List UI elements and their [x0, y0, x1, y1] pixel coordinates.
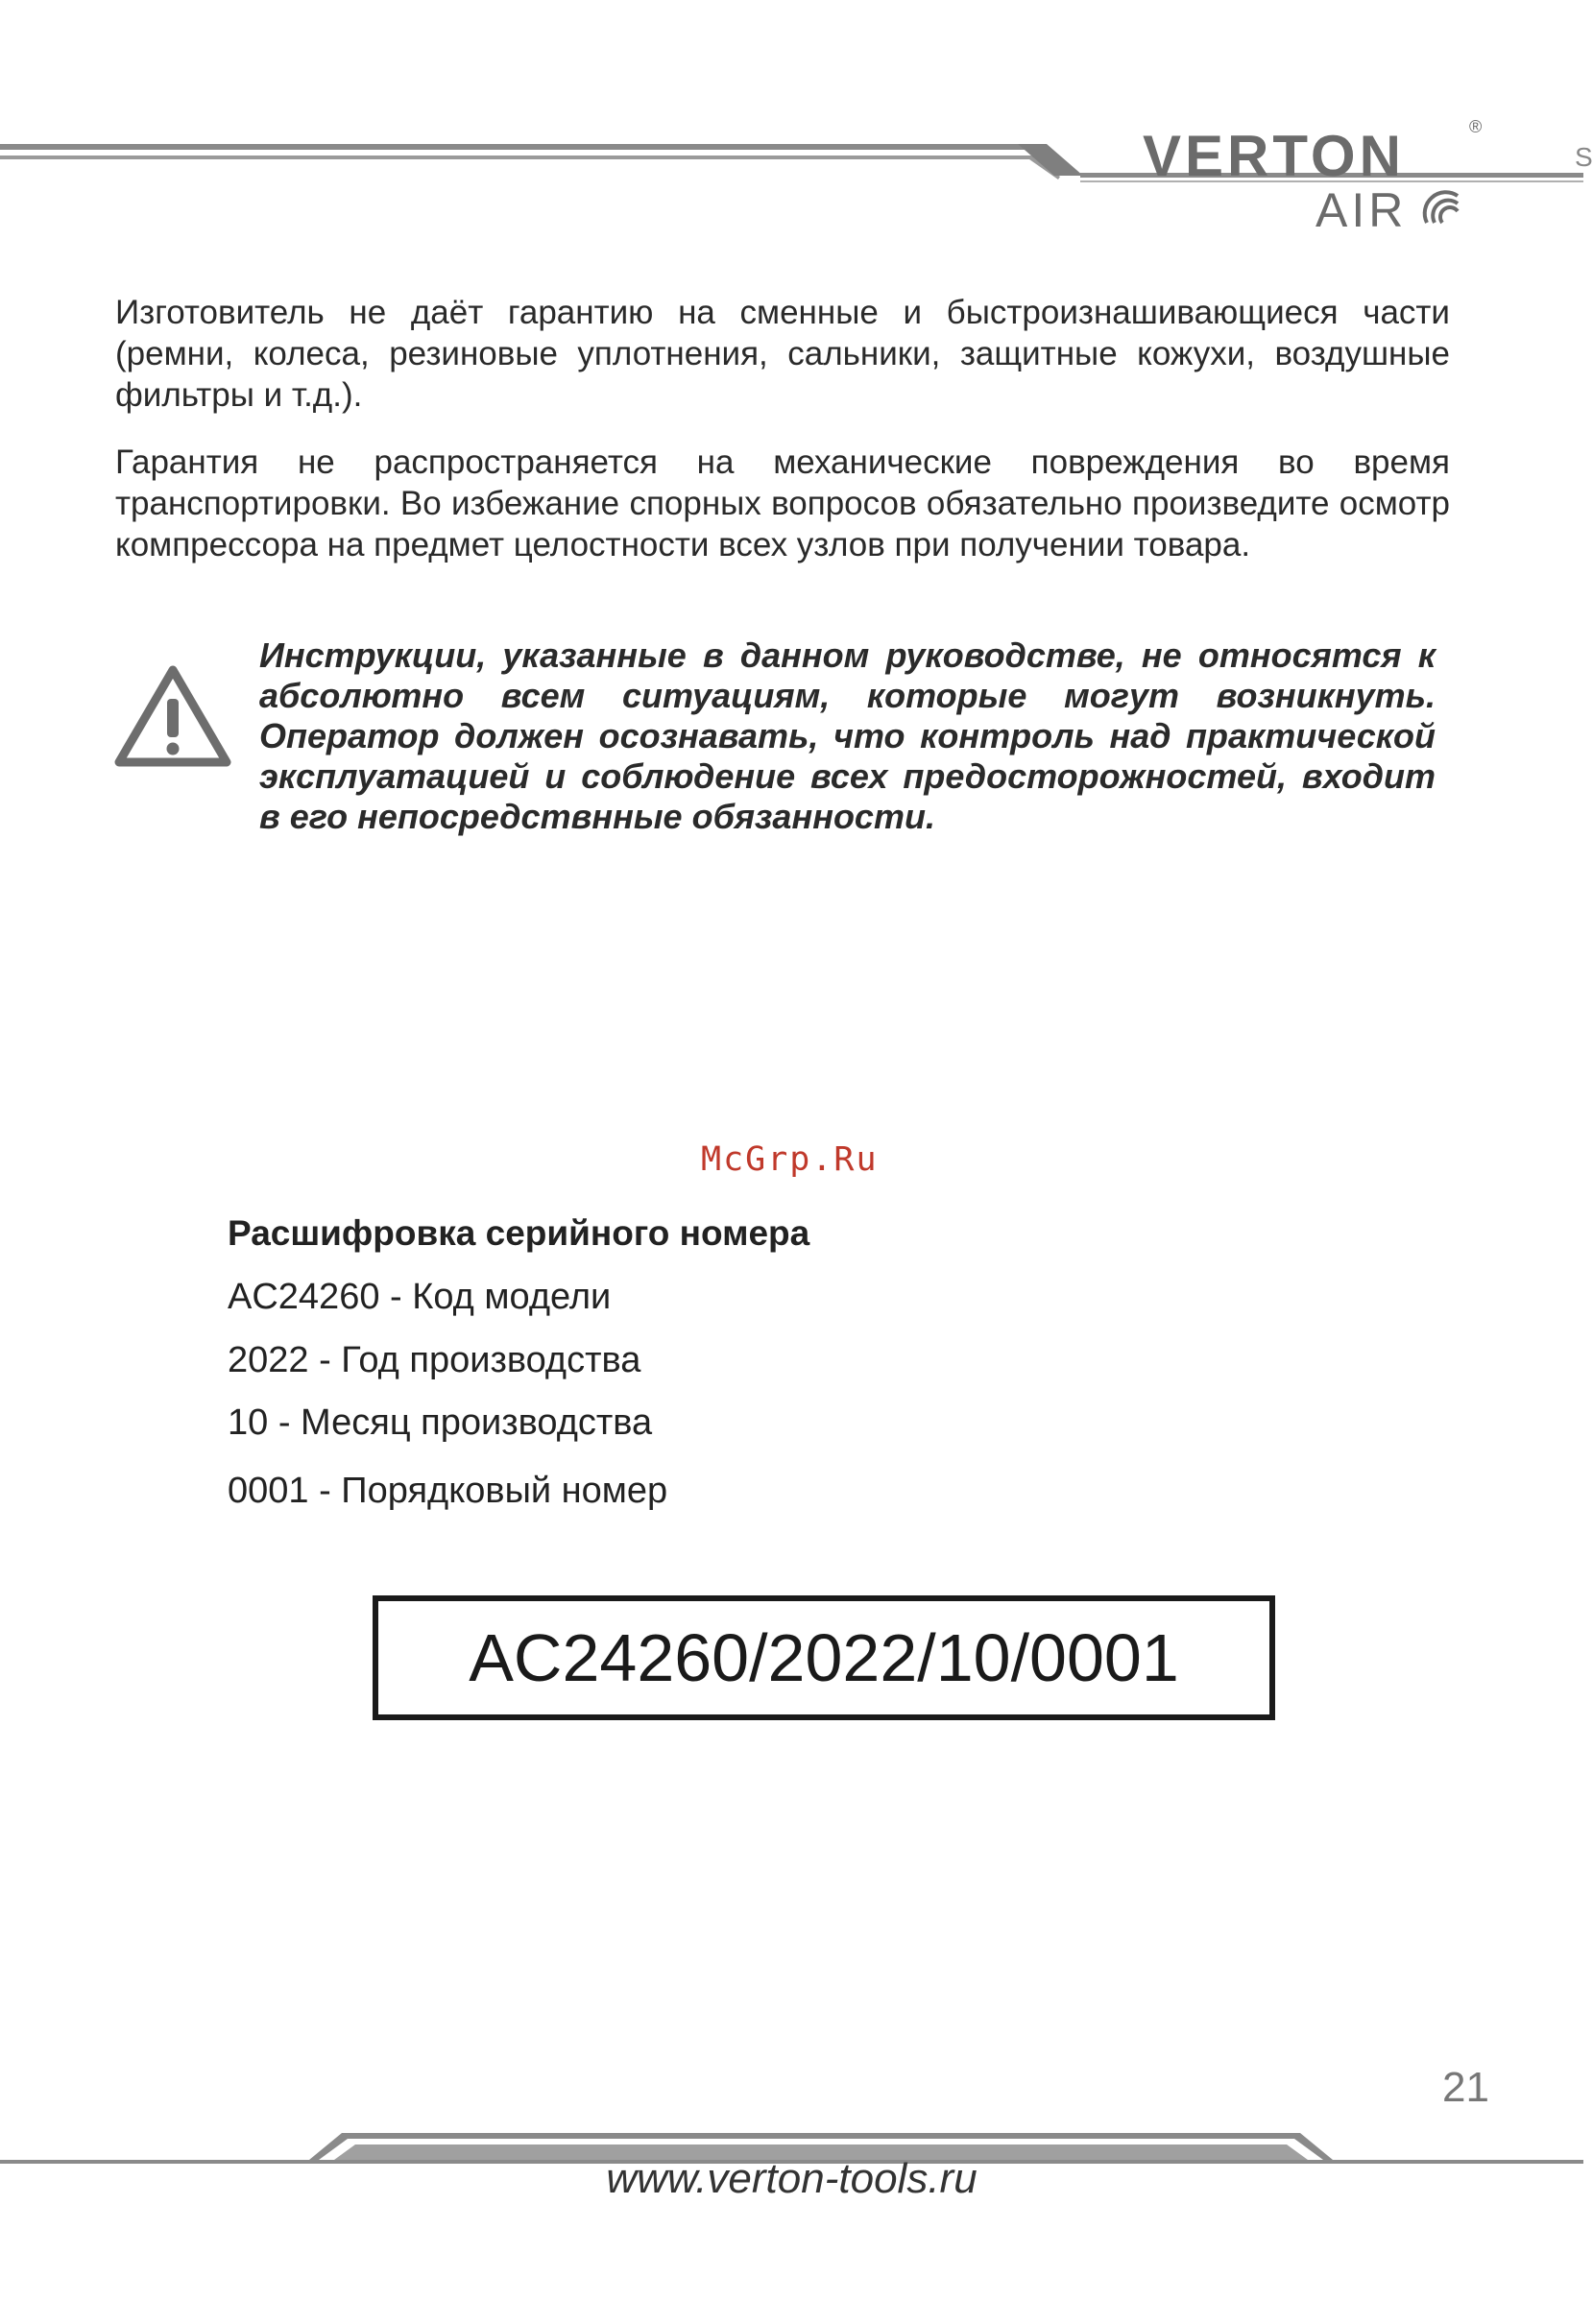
- serial-line-year: 2022 - Год производства: [228, 1340, 641, 1380]
- transport-damage-paragraph: Гарантия не распространяется на механические повреждения во время транспортировки. Во избежание спорных вопросов обязательно произведите осмотр компрессора на предмет целостности всех узлов при получении товара.: [115, 443, 1450, 563]
- serial-number-example-box: [373, 1595, 1275, 1720]
- registered-mark: ®: [1469, 117, 1483, 136]
- air-waves-icon: [1419, 184, 1477, 232]
- brand-logo-text: VERTON: [1143, 124, 1405, 188]
- warning-triangle-icon: [113, 664, 232, 770]
- footer-website-url[interactable]: www.verton-tools.ru: [606, 2155, 978, 2202]
- warranty-exclusions-paragraph: Изготовитель не даёт гарантию на сменные и быстроизнашивающиеся части (ремни, колеса, резиновые уплотнения, сальники, защитные кожухи, воздушные фильтры и т.д.).: [115, 294, 1450, 414]
- serial-decoding-title: Расшифровка серийного номера: [228, 1213, 810, 1253]
- operator-warning-text: Инструкции, указанные в данном руководстве, не относятся к абсолютно всем ситуациям, которые могут возникнуть. Оператор должен осознавать, что контроль над практической эксплуатацией и соблюдение всех предосторожностей, входит в его непосредствнные обязанности.: [259, 635, 1436, 836]
- serial-line-month: 10 - Месяц производства: [228, 1402, 653, 1443]
- serial-line-model-code: AC24260 - Код модели: [228, 1277, 612, 1317]
- edge-mark: S: [1575, 142, 1593, 172]
- product-line-logo: AIR: [1315, 183, 1408, 237]
- serial-number-example: AC24260/2022/10/0001: [469, 1620, 1179, 1695]
- footer-stripes: [0, 2093, 1583, 2150]
- watermark-text: McGrp.Ru: [701, 1140, 879, 1179]
- serial-line-sequence: 0001 - Порядковый номер: [228, 1471, 668, 1511]
- page-number: 21: [1442, 2064, 1489, 2111]
